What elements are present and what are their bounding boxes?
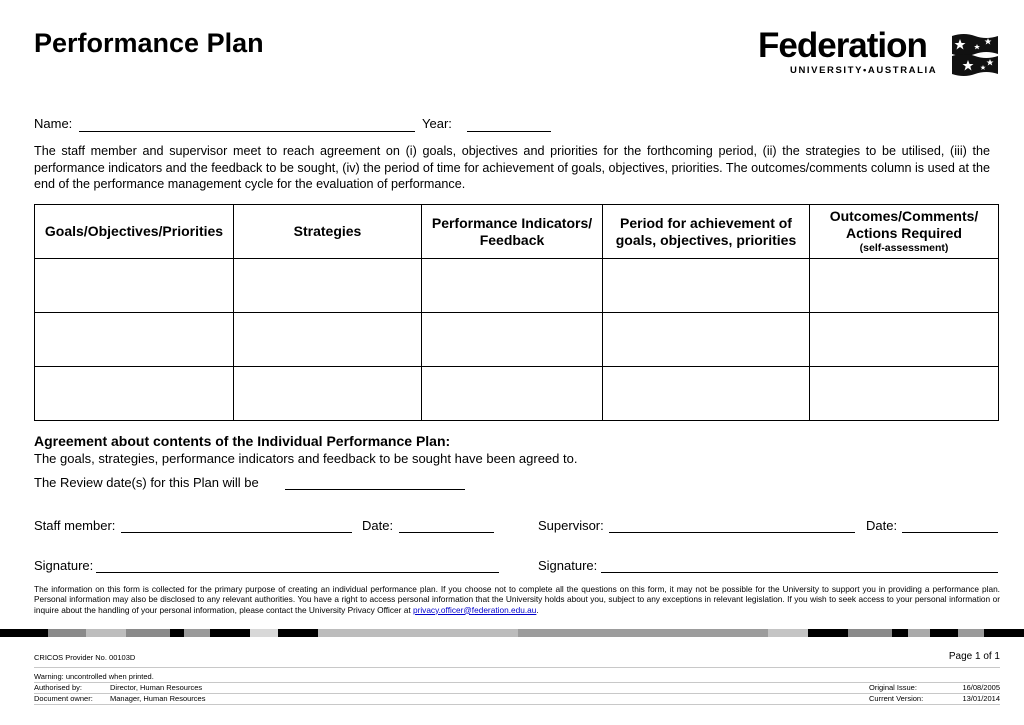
- logo-subtitle: UNIVERSITY•AUSTRALIA: [790, 65, 938, 76]
- table-cell[interactable]: [234, 313, 422, 367]
- review-date-field[interactable]: [285, 489, 465, 490]
- staff-date-field[interactable]: [399, 532, 494, 533]
- flag-emblem-icon: [950, 32, 1000, 76]
- table-cell[interactable]: [422, 313, 603, 367]
- table-row: [35, 259, 999, 313]
- table-cell[interactable]: [234, 367, 422, 421]
- authorised-value: Director, Human Resources: [110, 683, 203, 692]
- logo-wordmark: Federation: [758, 26, 927, 65]
- table-row: [35, 313, 999, 367]
- privacy-email-link[interactable]: privacy.officer@federation.edu.au: [412, 604, 537, 615]
- review-date-label: The Review date(s) for this Plan will be: [34, 475, 259, 490]
- agreement-text: The goals, strategies, performance indicators and feedback to be sought have been agreed to.: [34, 451, 578, 466]
- name-label: Name:: [34, 116, 73, 131]
- table-cell[interactable]: [35, 367, 234, 421]
- page-number: Page 1 of 1: [948, 651, 1000, 662]
- name-field[interactable]: [79, 131, 415, 132]
- year-label: Year:: [422, 116, 452, 131]
- agreement-heading: Agreement about contents of the Individual Performance Plan:: [34, 433, 451, 449]
- header-period: Period for achievement of goals, objectives, priorities: [603, 205, 810, 259]
- footer-band: [0, 629, 1024, 637]
- header-strategies: Strategies: [234, 205, 422, 259]
- supervisor-date-field[interactable]: [902, 532, 998, 533]
- intro-paragraph: The staff member and supervisor meet to reach agreement on (i) goals, objectives and priorities for the forthcoming period, (ii) the strategies to be utilised, (iii) the performance indicators and the feedback to be sought, (iv) the period of time for achievement of goals, objectives, priorities. The outcomes/comments column is used at the end of the performance management cycle for the evaluation of performance.: [34, 144, 990, 191]
- header-outcomes: [810, 205, 999, 259]
- federation-logo: [758, 26, 1002, 79]
- privacy-end: .: [536, 604, 539, 615]
- supervisor-field[interactable]: [609, 532, 855, 533]
- table-cell[interactable]: [422, 367, 603, 421]
- table-row: [35, 367, 999, 421]
- staff-date-label: Date:: [362, 518, 394, 533]
- document-owner-label: Document owner:: [34, 694, 93, 703]
- privacy-text: The information on this form is collected for the primary purpose of creating an individual performance plan. If you choose not to complete all the questions on this form, it may not be possible for the University to support you in providing a performance plan. Personal information may also be disclosed to any relevant authorities. You have a right to access personal information that the University holds about you, subject to any exceptions in relevant legislation. If you wish to seek access to your personal information or inquire about the handling of your personal information, please contact the University Privacy Officer at: [34, 584, 1000, 615]
- table-cell[interactable]: [35, 259, 234, 313]
- footer-divider: [34, 704, 1000, 705]
- header-performance-indicators: Performance Indicators/ Feedback: [422, 205, 603, 259]
- page-title: Performance Plan: [34, 28, 264, 58]
- header-goals: Goals/Objectives/Priorities: [35, 205, 234, 259]
- supervisor-signature-field[interactable]: [601, 572, 998, 573]
- table-header-row: [35, 205, 999, 259]
- cricos-number: CRICOS Provider No. 00103D: [34, 653, 136, 662]
- footer-divider: [34, 667, 1000, 668]
- year-field[interactable]: [467, 131, 551, 132]
- table-cell[interactable]: [603, 259, 810, 313]
- table-cell[interactable]: [422, 259, 603, 313]
- header-outcomes-label: Outcomes/Comments/ Actions Required: [829, 208, 979, 241]
- staff-signature-field[interactable]: [96, 572, 499, 573]
- original-issue-value: 16/08/2005: [962, 683, 1000, 692]
- table-cell[interactable]: [810, 367, 999, 421]
- original-issue-label: Original Issue:: [869, 683, 917, 692]
- header-outcomes-note: (self-assessment): [859, 242, 949, 254]
- table-cell[interactable]: [35, 313, 234, 367]
- supervisor-date-label: Date:: [866, 518, 898, 533]
- table-cell[interactable]: [603, 367, 810, 421]
- warning-text: Warning: uncontrolled when printed.: [34, 672, 154, 681]
- table-cell[interactable]: [810, 259, 999, 313]
- supervisor-label: Supervisor:: [538, 518, 604, 533]
- table-cell[interactable]: [234, 259, 422, 313]
- document-owner-value: Manager, Human Resources: [110, 694, 206, 703]
- authorised-label: Authorised by:: [34, 683, 82, 692]
- privacy-notice: [34, 584, 1000, 615]
- performance-plan-table: [34, 204, 999, 421]
- supervisor-signature-label: Signature:: [538, 558, 598, 573]
- staff-member-field[interactable]: [121, 532, 352, 533]
- table-cell[interactable]: [810, 313, 999, 367]
- staff-member-label: Staff member:: [34, 518, 116, 533]
- staff-signature-label: Signature:: [34, 558, 94, 573]
- current-version-label: Current Version:: [869, 694, 924, 703]
- table-cell[interactable]: [603, 313, 810, 367]
- current-version-value: 13/01/2014: [962, 694, 1000, 703]
